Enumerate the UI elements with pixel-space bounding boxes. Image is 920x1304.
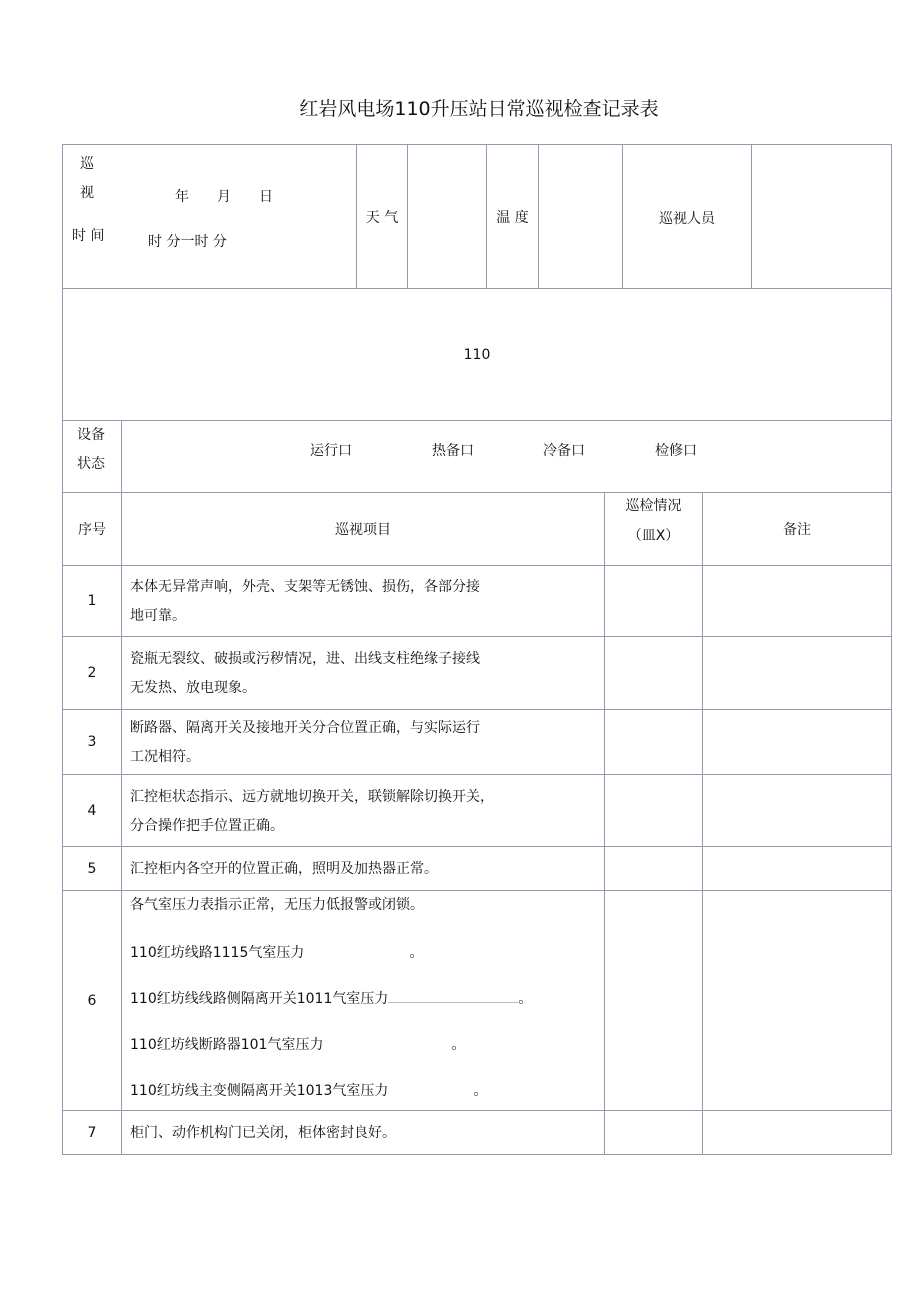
row-remark-field[interactable]: [702, 1110, 892, 1155]
row-check-field[interactable]: [604, 1110, 703, 1155]
col-check: [604, 492, 703, 566]
time-label-2: 视: [80, 185, 94, 201]
period: 。: [409, 945, 424, 961]
row-item: [121, 774, 605, 847]
row-item-line: 各气室压力表指示正常，无压力低报警或闭锁。: [130, 897, 424, 913]
row-number: 7: [62, 1110, 122, 1155]
row-item-line: 地可靠。: [130, 608, 186, 624]
row-item-line: 工况相符。: [130, 749, 200, 765]
inspector-field[interactable]: [751, 144, 892, 289]
row-item-line: 110红坊线路1115气室压力: [130, 945, 305, 961]
section-title: 110: [62, 288, 892, 421]
time-label-1: 巡: [80, 156, 94, 172]
temp-field[interactable]: [538, 144, 623, 289]
row-remark-field[interactable]: [702, 709, 892, 775]
row-remark-field[interactable]: [702, 636, 892, 710]
row-item-line: 瓷瓶无裂纹、破损或污秽情况，进、出线支柱绝缘子接线: [130, 651, 480, 667]
col-check-1: 巡检情况: [625, 498, 682, 514]
row-check-field[interactable]: [604, 636, 703, 710]
row-item: [121, 636, 605, 710]
temp-label: 温 度: [486, 144, 539, 289]
row-remark-field[interactable]: [702, 565, 892, 637]
weather-label: 天 气: [356, 144, 408, 289]
row-remark-field[interactable]: [702, 774, 892, 847]
row-item-line: 汇控柜内各空开的位置正确，照明及加热器正常。: [130, 861, 438, 877]
col-item: 巡视项目: [121, 492, 605, 566]
status-option-running[interactable]: 运行口: [310, 443, 352, 459]
weather-field[interactable]: [407, 144, 487, 289]
time-range-field[interactable]: 时 分一时 分: [148, 234, 227, 250]
row-item: [121, 1110, 605, 1155]
inspector-label: 巡视人员: [659, 211, 715, 227]
row-item: [121, 846, 605, 891]
inspector-label-cell: [622, 144, 752, 289]
row-number: 6: [62, 890, 122, 1111]
col-no: 序号: [62, 492, 122, 566]
status-label-1: 设备: [77, 427, 105, 443]
row-number: 5: [62, 846, 122, 891]
status-label-2: 状态: [77, 456, 105, 472]
row-check-field[interactable]: [604, 846, 703, 891]
status-label-cell: [62, 420, 122, 493]
time-cell: [62, 144, 357, 289]
row-number: 3: [62, 709, 122, 775]
status-option-maintenance[interactable]: 检修口: [655, 443, 697, 459]
col-remark: 备注: [702, 492, 892, 566]
date-field[interactable]: 年 月 日: [175, 189, 273, 205]
row-remark-field[interactable]: [702, 846, 892, 891]
row-check-field[interactable]: [604, 890, 703, 1111]
pressure-input[interactable]: [388, 988, 518, 1003]
row-item-line: 本体无异常声响，外壳、支架等无锈蚀、损伤，各部分接: [130, 579, 480, 595]
status-option-cold-standby[interactable]: 冷备口: [543, 443, 585, 459]
row-item-line: 无发热、放电现象。: [130, 680, 256, 696]
row-item: [121, 709, 605, 775]
row-item-line: 断路器、隔离开关及接地开关分合位置正确，与实际运行: [130, 720, 480, 736]
status-option-hot-standby[interactable]: 热备口: [432, 443, 474, 459]
row-number: 1: [62, 565, 122, 637]
time-label-3: 时 间: [72, 228, 105, 244]
row-item-line: 柜门、动作机构门已关闭，柜体密封良好。: [130, 1125, 396, 1141]
status-options: [121, 420, 892, 493]
row-number: 2: [62, 636, 122, 710]
form-title: 红岩风电场110升压站日常巡视检查记录表: [299, 98, 659, 120]
col-check-2: （皿X）: [627, 528, 680, 544]
row-remark-field[interactable]: [702, 890, 892, 1111]
row-item-line: 110红坊线主变侧隔离开关1013气室压力: [130, 1083, 389, 1099]
row-item-line: 110红坊线线路侧隔离开关1011气室压力: [130, 991, 389, 1007]
row-item-line: 分合操作把手位置正确。: [130, 817, 284, 834]
row-item-line: 汇控柜状态指示、远方就地切换开关，联锁解除切换开关，: [130, 788, 494, 805]
period: 。: [473, 1083, 488, 1099]
row-check-field[interactable]: [604, 565, 703, 637]
row-item: [121, 565, 605, 637]
row-number: 4: [62, 774, 122, 847]
row-item-line: 110红坊线断路器101气室压力: [130, 1037, 324, 1053]
row-check-field[interactable]: [604, 774, 703, 847]
row-check-field[interactable]: [604, 709, 703, 775]
row-item: [121, 890, 605, 1111]
period: 。: [518, 991, 533, 1007]
period: 。: [451, 1037, 466, 1053]
